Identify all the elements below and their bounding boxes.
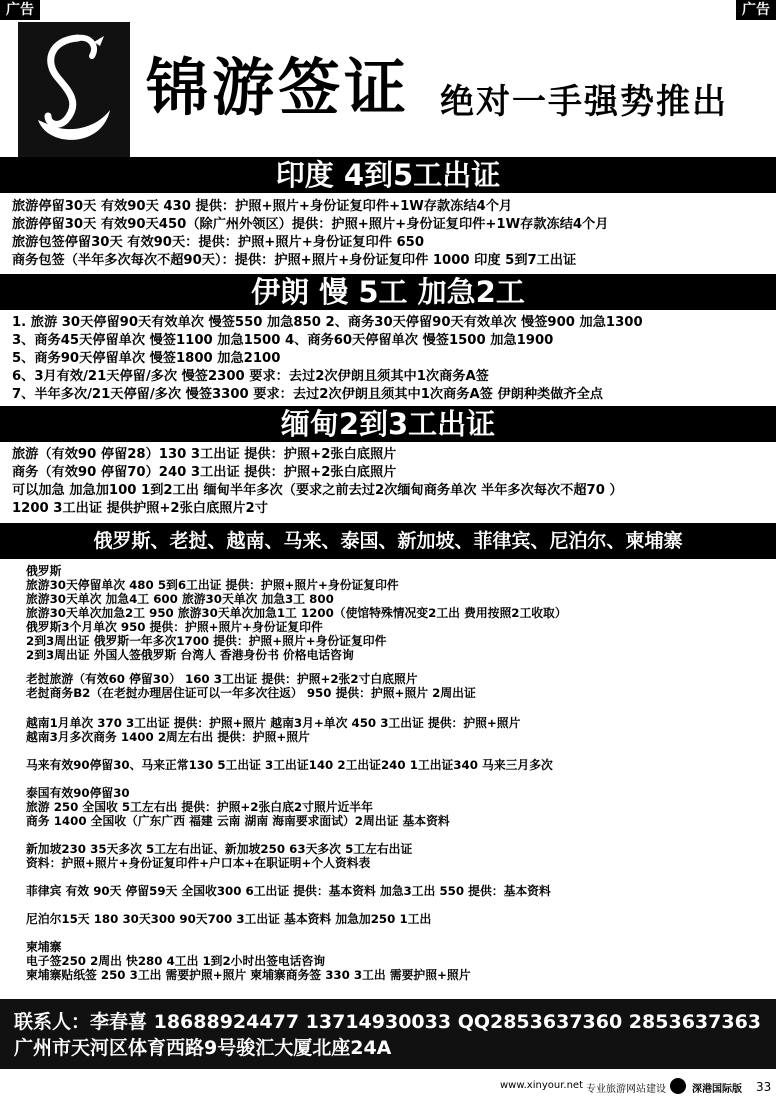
others-line: 旅游30天停留单次 480 5到6工出证 提供：护照+照片+身份证复印件 — [26, 578, 399, 592]
iran-line: 3、商务45天停留单次 慢签1100 加急1500 4、商务60天停留单次 慢签1500 加急1900 — [12, 333, 554, 348]
others-line: 2到3周出证 外国人签俄罗斯 台湾人 香港身份书 价格电话咨询 — [26, 648, 354, 662]
iran-line: 7、半年多次/21天停留/多次 慢签3300 要求：去过2次伊朗且须其中1次商务A签 伊朗种类做齐全点 — [12, 387, 603, 402]
contact-line: 联系人：李春喜 18688924477 13714930033 QQ2853637360 2853637363 — [14, 1011, 762, 1033]
others-line: 旅游30天单次 加急4工 600 旅游30天单次 加急3工 800 — [26, 592, 334, 606]
india-line: 旅游包签停留30天 有效90天：提供：护照+照片+身份证复印件 650 — [12, 235, 425, 250]
others-line: 旅游 250 全国收 5工左右出 提供：护照+2张白底2寸照片近半年 — [26, 800, 373, 814]
others-line: 越南1月单次 370 3工出证 提供：护照+照片 越南3月+单次 450 3工出证 提供：护照+照片 — [26, 716, 521, 730]
myanmar-line: 可以加急 加急加100 1到2工出 缅甸半年多次（要求之前去过2次缅甸商务单次 半年多次每次不超70 ） — [12, 483, 623, 498]
swan-logo — [18, 22, 130, 162]
section-title-myanmar: 缅甸2到3工出证 — [0, 406, 776, 442]
india-line: 旅游停留30天 有效90天450（除广州外领区）提供：护照+照片+身份证复印件+1W存款冻结4个月 — [12, 217, 609, 232]
swan-logo-icon — [18, 22, 130, 162]
others-line: 马来有效90停留30、马来正常130 5工出证 3工出证140 2工出证240 1工出证340 马来三月多次 — [26, 758, 553, 772]
section-title-others: 俄罗斯、老挝、越南、马来、泰国、新加坡、菲律宾、尼泊尔、柬埔寨 — [0, 523, 776, 559]
others-line: 俄罗斯3个月单次 950 提供：护照+照片+身份证复印件 — [26, 620, 323, 634]
others-line: 柬埔寨贴纸签 250 3工出 需要护照+照片 柬埔寨商务签 330 3工出 需要护照+照片 — [26, 968, 471, 982]
iran-line: 5、商务90天停留单次 慢签1800 加急2100 — [12, 351, 281, 366]
others-line: 老挝旅游（有效60 停留30） 160 3工出证 提供：护照+2张2寸白底照片 — [26, 672, 418, 686]
others-line: 新加坡230 35天多次 5工左右出证、新加坡250 63天多次 5工左右出证 — [26, 842, 413, 856]
myanmar-line: 旅游（有效90 停留28）130 3工出证 提供：护照+2张白底照片 — [12, 447, 397, 462]
ad-tag-left: 广告 — [0, 0, 40, 20]
others-line: 柬埔寨 — [26, 940, 62, 954]
ad-tag-right: 广告 — [736, 0, 776, 20]
others-line: 电子签250 2周出 快280 4工出 1到2小时出签电话咨询 — [26, 954, 326, 968]
section-title-india: 印度 4到5工出证 — [0, 157, 776, 193]
contact-footer — [0, 999, 776, 1069]
page-number: 33 — [756, 1080, 772, 1094]
others-line: 资料：护照+照片+身份证复印件+户口本+在职证明+个人资料表 — [26, 856, 371, 870]
site-note: 专业旅游网站建设 — [586, 1084, 666, 1095]
others-line: 商务 1400 全国收（广东广西 福建 云南 湖南 海南要求面试）2周出证 基本资料 — [26, 814, 450, 828]
others-line: 菲律宾 有效 90天 停留59天 全国收300 6工出证 提供：基本资料 加急3工出 550 提供：基本资料 — [26, 884, 551, 898]
iran-line: 1. 旅游 30天停留90天有效单次 慢签550 加急850 2、商务30天停留90天有效单次 慢签900 加急1300 — [12, 315, 643, 330]
others-line: 俄罗斯 — [26, 564, 62, 578]
others-line: 尼泊尔15天 180 30天300 90天700 3工出证 基本资料 加急加250 1工出 — [26, 912, 432, 926]
edition-badge-icon — [670, 1078, 686, 1094]
myanmar-line: 1200 3工出证 提供护照+2张白底照片2寸 — [12, 501, 268, 516]
brand-slogan: 绝对一手强势推出 — [440, 82, 728, 122]
others-line: 越南3月多次商务 1400 2周左右出 提供：护照+照片 — [26, 730, 310, 744]
india-line: 商务包签（半年多次每次不超90天）：提供：护照+照片+身份证复印件 1000 印度 5到7工出证 — [12, 253, 577, 268]
myanmar-line: 商务（有效90 停留70）240 3工出证 提供：护照+2张白底照片 — [12, 465, 397, 480]
edition-name: 深港国际版 — [692, 1084, 742, 1095]
others-line: 老挝商务B2（在老挝办理居住证可以一年多次往返） 950 提供：护照+照片 2周出证 — [26, 686, 476, 700]
brand-name: 锦游签证 — [146, 51, 411, 124]
iran-line: 6、3月有效/21天停留/多次 慢签2300 要求：去过2次伊朗且须其中1次商务A签 — [12, 369, 489, 384]
site-url: www.xinyour.net — [500, 1080, 583, 1091]
section-title-iran: 伊朗 慢 5工 加急2工 — [0, 274, 776, 310]
others-line: 2到3周出证 俄罗斯一年多次1700 提供：护照+照片+身份证复印件 — [26, 634, 387, 648]
others-line: 旅游30天单次加急2工 950 旅游30天单次加急1工 1200（使馆特殊情况变2工出 费用按照2工收取） — [26, 606, 567, 620]
address-line: 广州市天河区体育西路9号骏汇大厦北座24A — [14, 1037, 392, 1059]
others-line: 泰国有效90停留30 — [26, 786, 130, 800]
india-line: 旅游停留30天 有效90天 430 提供：护照+照片+身份证复印件+1W存款冻结4个月 — [12, 199, 513, 214]
